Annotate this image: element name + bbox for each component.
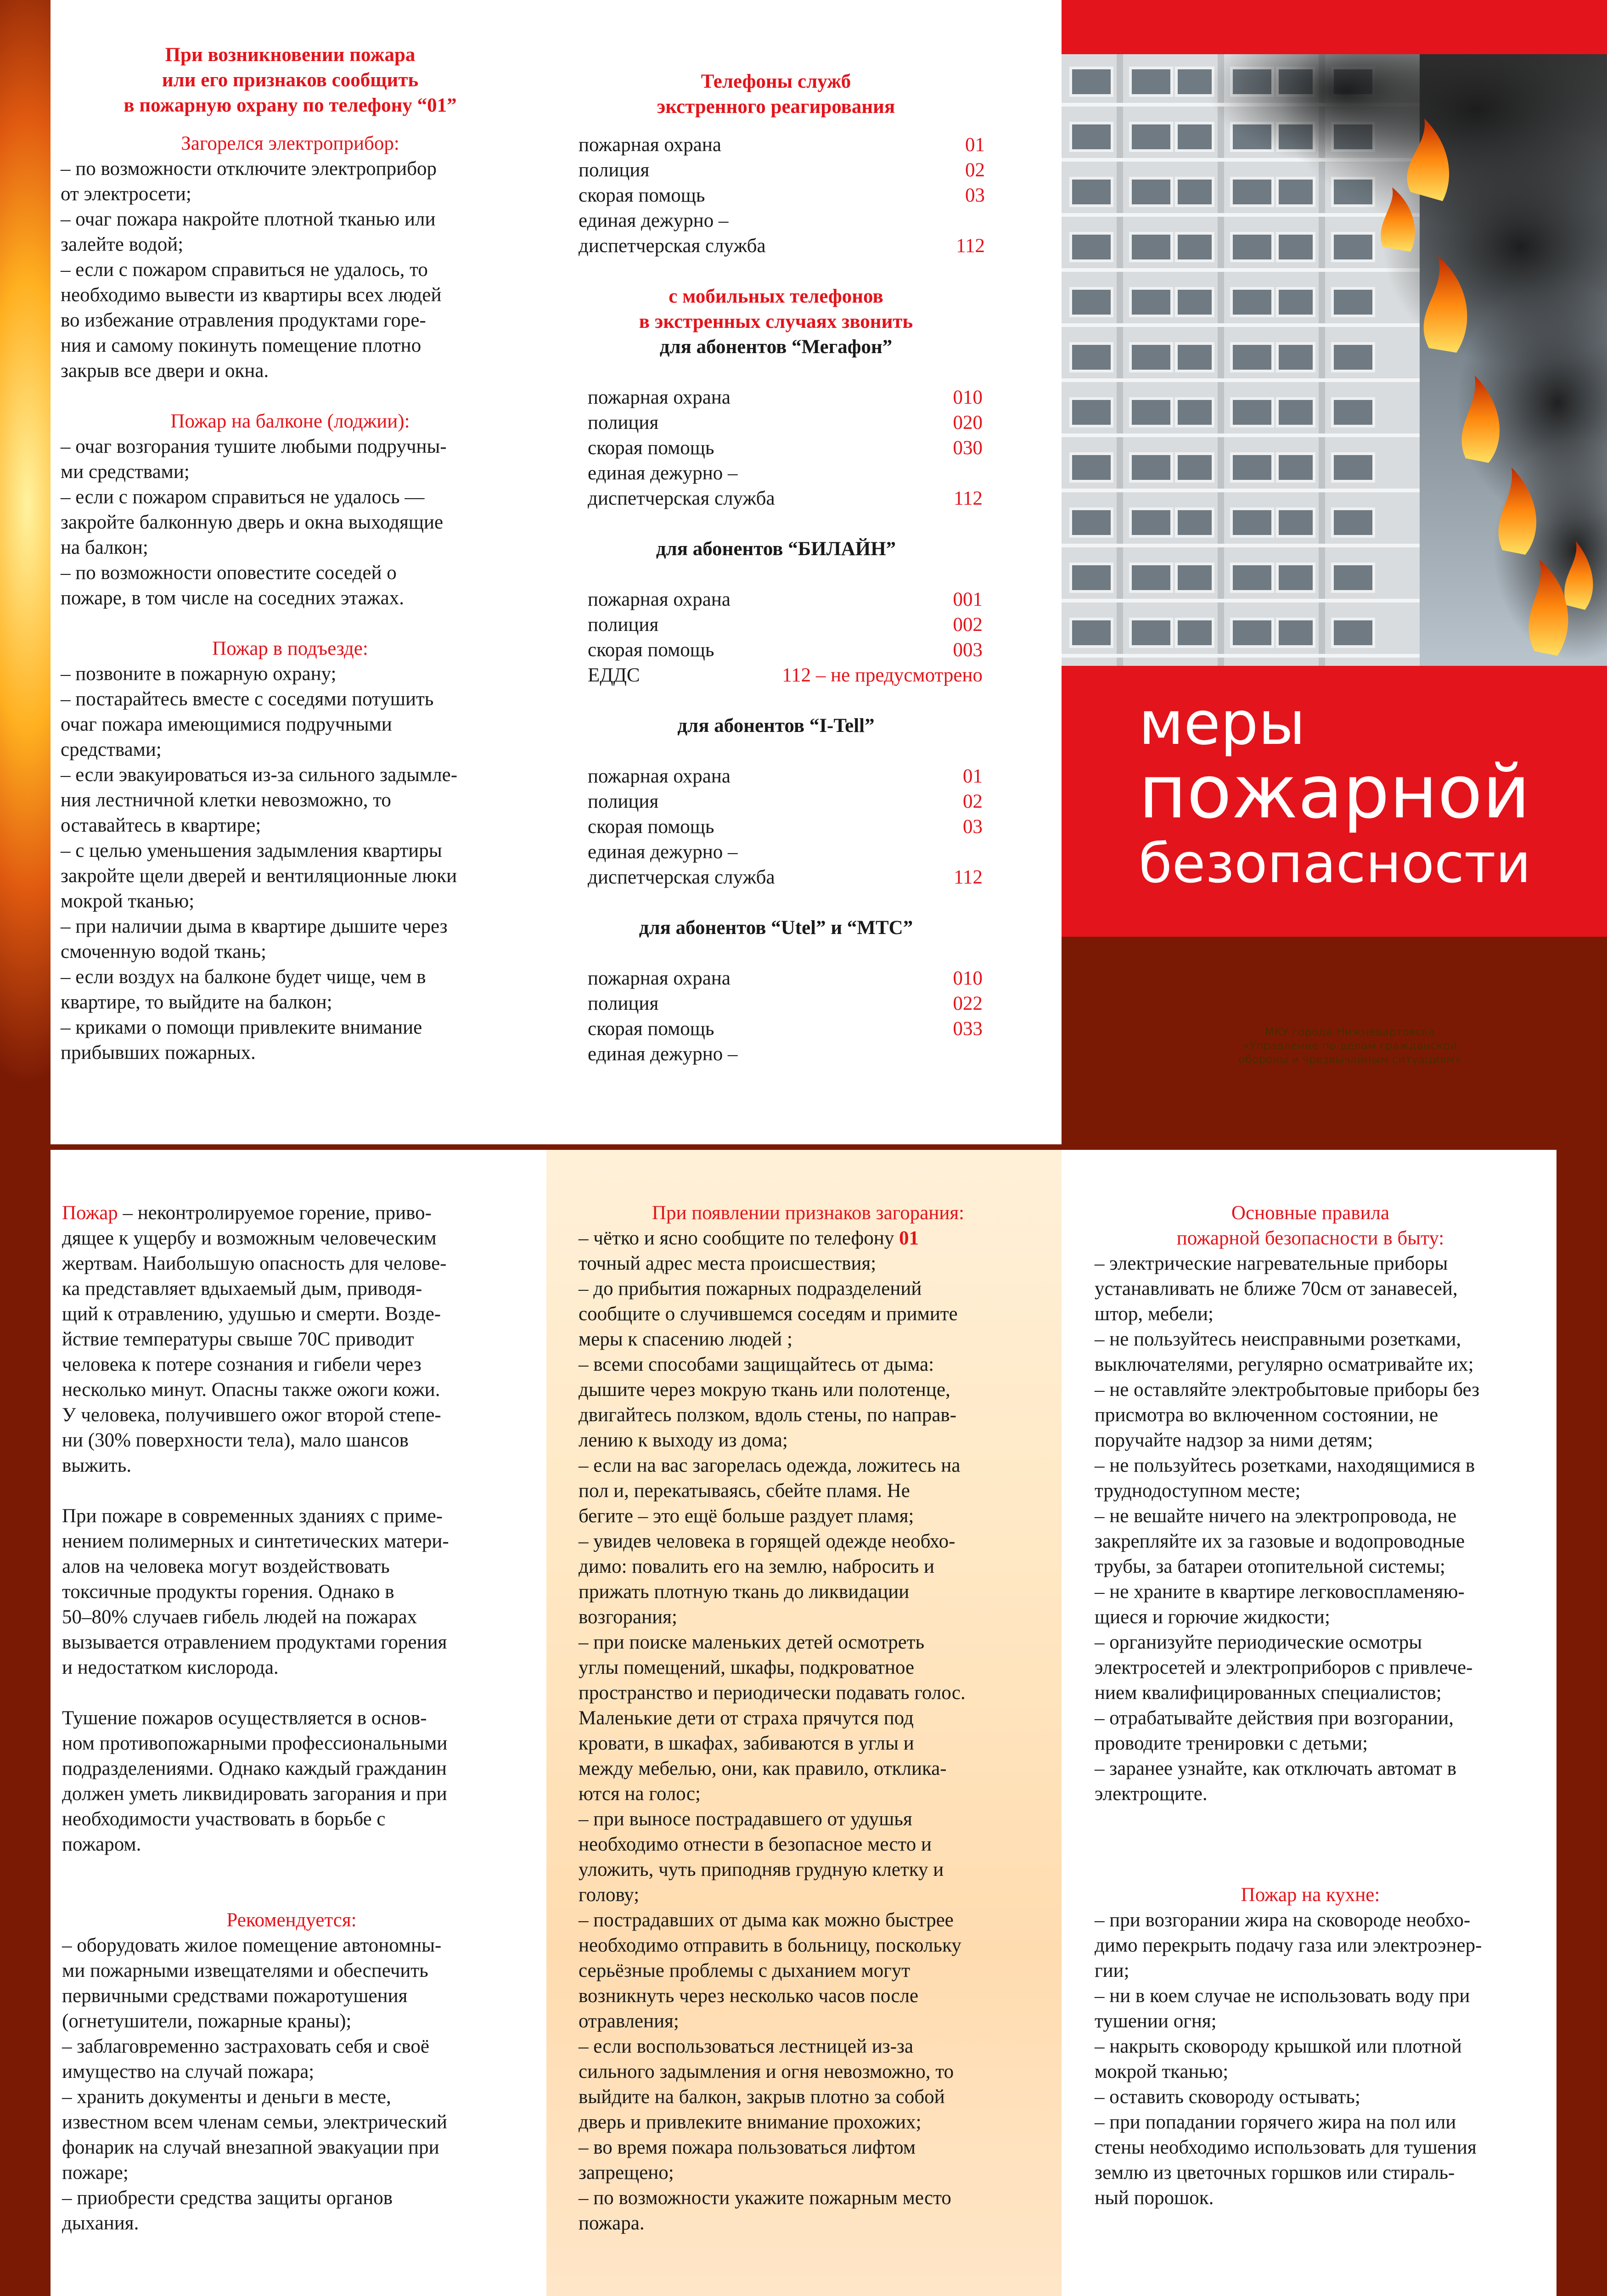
phone-row	[579, 183, 985, 208]
service-name: пожарная охрана	[588, 589, 730, 610]
text-line: голову;	[579, 1884, 640, 1906]
text-line: пожара.	[579, 2212, 645, 2234]
text-line: во избежание отравления продуктами горе-	[61, 310, 426, 331]
service-name: единая дежурно –	[579, 210, 729, 231]
service-name: единая дежурно –	[588, 841, 738, 863]
phone-row	[588, 637, 983, 663]
text-line: 50–80% случаев гибель людей на пожарах	[62, 1606, 417, 1628]
service-name: скорая помощь	[588, 639, 714, 661]
phone-number: 112	[956, 235, 985, 257]
text-line: ка представляет вдыхаемый дым, приводя-	[62, 1278, 422, 1300]
text-line: необходимости участвовать в борьбе с	[62, 1808, 386, 1830]
phone-number: 003	[953, 639, 983, 661]
burning-building-image	[1062, 54, 1607, 666]
heading-line: экстренного реагирования	[657, 96, 895, 118]
text-line: – заблаговременно застраховать себя и своё	[62, 2036, 429, 2057]
org-line: «Управление по делам гражданской	[1242, 1039, 1457, 1052]
text-line: – приобрести средства защиты органов	[62, 2187, 393, 2209]
service-name: ЕДДС	[588, 664, 640, 686]
text-line: – пострадавших от дыма как можно быстрее	[579, 1909, 954, 1931]
cover-title-line-3: безопасности	[1139, 832, 1531, 895]
beeline-title: для абонентов “БИЛАЙН”	[656, 538, 896, 560]
phone-row	[588, 1016, 983, 1041]
service-name: диспетчерская служба	[588, 488, 775, 509]
signs-list	[579, 1226, 1062, 2236]
service-name: полиция	[588, 614, 659, 636]
text-line: подразделениями. Однако каждый гражданин	[62, 1758, 447, 1779]
text-line: – по возможности укажите пожарным место	[579, 2187, 951, 2209]
text-line: ния лестничной клетки невозможно, то	[61, 789, 391, 811]
text-line: дверь и привлеките внимание прохожих;	[579, 2111, 921, 2133]
fire-toxic-paragraph	[62, 1503, 546, 1680]
phone-number: 112	[954, 488, 983, 509]
megafon-list	[588, 385, 983, 511]
text-line: – отрабатывайте действия при возгорании,	[1095, 1707, 1454, 1729]
text-line: человека к потере сознания и гибели через	[62, 1354, 421, 1375]
service-name: скорая помощь	[579, 185, 705, 206]
mobile-heading	[546, 284, 1006, 334]
term-fire: Пожар	[62, 1202, 118, 1224]
text-line: Маленькие дети от страха прячутся под	[579, 1707, 914, 1729]
service-name: полиция	[588, 791, 659, 812]
cover-top-bar	[1062, 0, 1607, 54]
text-line: токсичные продукты горения. Однако в	[62, 1581, 394, 1603]
text-line: уложить, чуть приподняв грудную клетку и	[579, 1859, 944, 1880]
text-line: – по возможности отключите электроприбор	[61, 158, 437, 180]
phone-row	[588, 991, 983, 1016]
phone-number: 03	[965, 185, 985, 206]
text-line: – при возгорании жира на сковороде необхо-	[1095, 1909, 1471, 1931]
phone-row	[579, 158, 985, 183]
recommended-title: Рекомендуется:	[226, 1909, 357, 1931]
text-line: закрепляйте их за газовые и водопроводные	[1095, 1531, 1465, 1552]
service-name: диспетчерская служба	[579, 235, 766, 257]
text-line: мокрой тканью;	[61, 890, 195, 912]
text-line: (огнетушители, пожарные краны);	[62, 2010, 352, 2032]
text-line: выключателями, регулярно осматривайте их;	[1095, 1354, 1474, 1375]
service-name: скорая помощь	[588, 437, 714, 459]
text-line: пожаром.	[62, 1834, 141, 1855]
text-line: возгорания;	[579, 1606, 677, 1628]
text-line: оставайтесь в квартире;	[61, 815, 261, 836]
phones-heading	[546, 69, 1006, 119]
panel-phones	[533, 0, 1062, 1144]
section-title-entrance: Пожар в подъезде:	[212, 638, 368, 659]
text-line: – хранить документы и деньги в месте,	[62, 2086, 391, 2108]
section-appliance	[61, 156, 533, 383]
text-line: димо перекрыть подачу газа или электроэнер-	[1095, 1935, 1482, 1956]
text-line: бегите – это ещё больше раздует пламя;	[579, 1505, 914, 1527]
text-line: на балкон;	[61, 537, 148, 558]
text-line: дышите через мокрую ткань или полотенце,	[579, 1379, 950, 1401]
phone-row	[588, 789, 983, 814]
text-line: – ни в коем случае не использовать воду при	[1095, 1985, 1470, 2007]
section-title-balcony: Пожар на балконе (лоджии):	[170, 411, 410, 432]
phone-number: 002	[953, 614, 983, 636]
service-name: единая дежурно –	[588, 462, 738, 484]
text-line: ни (30% поверхности тела), мало шансов	[62, 1429, 409, 1451]
phone-number: 022	[953, 993, 983, 1014]
org-line: МКУ города Нижневартовска	[1264, 1025, 1435, 1038]
text-line: – постарайтесь вместе с соседями потушить	[61, 688, 434, 710]
text-line: поручайте надзор за ними детям;	[1095, 1429, 1373, 1451]
text-line: ми пожарными извещателями и обеспечить	[62, 1960, 428, 1981]
phone-number: 03	[963, 816, 983, 838]
text-line: сообщите о случившемся соседям и примите	[579, 1303, 958, 1325]
rules-title	[1095, 1200, 1526, 1251]
text-line: пространство и периодически подавать голос.	[579, 1682, 966, 1704]
service-name: скорая помощь	[588, 1018, 714, 1040]
organization-caption	[1189, 1025, 1511, 1066]
text-line: – криками о помощи привлеките внимание	[61, 1017, 422, 1038]
text-line: первичными средствами пожаротушения	[62, 1985, 408, 2007]
text-line: – очаг возгорания тушите любыми подручны-	[61, 436, 447, 457]
text-line: – при поиске маленьких детей осмотреть	[579, 1632, 925, 1653]
text-line: лению к выходу из дома;	[579, 1429, 788, 1451]
text-line: жертвам. Наибольшую опасность для челове-	[62, 1253, 447, 1274]
text-line: – электрические нагревательные приборы	[1095, 1253, 1448, 1274]
text-line: – по возможности оповестите соседей о	[61, 562, 397, 584]
org-line: обороны и чрезвычайным ситуациям»	[1238, 1053, 1461, 1066]
text-line: штор, мебели;	[1095, 1303, 1214, 1325]
cover-title-block	[1062, 666, 1607, 937]
heading-line: с мобильных телефонов	[669, 286, 883, 307]
text-line: углы помещений, шкафы, подкроватное	[579, 1657, 915, 1678]
phone-row	[588, 663, 983, 688]
text-line: возникнуть через несколько часов после	[579, 1985, 919, 2007]
heading-line: При возникновении пожара	[165, 44, 416, 66]
text-line: стены необходимо использовать для тушения	[1095, 2137, 1477, 2158]
phone-row	[588, 435, 983, 461]
text-line: необходимо отнести в безопасное место и	[579, 1834, 932, 1855]
text-line: нением полимерных и синтетических матери-	[62, 1531, 449, 1552]
text-line: закройте щели дверей и вентиляционные люки	[61, 865, 457, 887]
phone-number: 01	[965, 134, 985, 156]
text-line: йствие температуры свыше 70С приводит	[62, 1328, 414, 1350]
fire-definition	[62, 1200, 546, 1478]
text-line: – организуйте периодические осмотры	[1095, 1632, 1422, 1653]
text-line: нием квалифицированных специалистов;	[1095, 1682, 1442, 1704]
phone-row	[588, 865, 983, 890]
fire-extinguish-paragraph	[62, 1705, 546, 1857]
text-line: алов на человека могут воздействовать	[62, 1556, 390, 1577]
text-line: – оставить сковороду остывать;	[1095, 2086, 1360, 2108]
text-line: трубы, за батареи отопительной системы;	[1095, 1556, 1445, 1577]
text-line: гии;	[1095, 1960, 1129, 1981]
phone-number: 01	[963, 765, 983, 787]
cover-title-line-1: меры	[1139, 688, 1306, 758]
phone-row	[588, 410, 983, 435]
rules-list	[1095, 1251, 1556, 1806]
text-line: известном всем членам семьи, электрический	[62, 2111, 447, 2133]
text-line: электрощите.	[1095, 1783, 1208, 1805]
text-line: ются на голос;	[579, 1783, 701, 1805]
text-line: необходимо отправить в больницу, поскольку	[579, 1935, 961, 1956]
heading-line: пожарной безопасности в быту:	[1176, 1227, 1444, 1249]
text-line: – увидев человека в горящей одежде необхо-	[579, 1531, 955, 1552]
heading-line: в экстренных случаях звонить	[639, 311, 913, 332]
panel1-heading	[61, 42, 520, 118]
text-line: фонарик на случай внезапной эвакуации при	[62, 2137, 439, 2158]
cover-title-line-2: пожарной	[1139, 749, 1530, 835]
text-line: – если воспользоваться лестницей из-за	[579, 2036, 914, 2057]
text-line: тушении огня;	[1095, 2010, 1217, 2032]
phone-row	[588, 1041, 983, 1067]
text-line: – очаг пожара накройте плотной тканью или	[61, 208, 436, 230]
text-line: щиеся и горючие жидкости;	[1095, 1606, 1330, 1628]
text-line: смоченную водой ткань;	[61, 941, 266, 962]
heading-line: или его признаков сообщить	[162, 69, 419, 91]
text-line: дыхания.	[62, 2212, 139, 2234]
text-line: – если с пожаром справиться не удалось —	[61, 486, 425, 508]
text-line: кровати, в шкафах, забиваются в углы и	[579, 1733, 914, 1754]
phone-number: 010	[953, 387, 983, 408]
text-line: от электросети;	[61, 183, 191, 205]
phone-number: 112	[954, 867, 983, 888]
text-line: точный адрес места происшествия;	[579, 1253, 877, 1274]
panel-about-fire	[51, 1150, 546, 2296]
phone-number: 030	[953, 437, 983, 459]
phone-number: 001	[953, 589, 983, 610]
recommended-list	[62, 1933, 546, 2236]
kitchen-list	[1095, 1908, 1556, 2211]
text-line: – если на вас загорелась одежда, ложитесь на	[579, 1455, 961, 1476]
text-line: закрыв все двери и окна.	[61, 360, 269, 382]
text-line: меры к спасению людей ;	[579, 1328, 792, 1350]
text-line: двигайтесь ползком, вдоль стены, по направ-	[579, 1404, 957, 1426]
phone-row	[588, 966, 983, 991]
text-line: вызывается отравлением продуктами горения	[62, 1632, 447, 1653]
text-line: пол и, перекатываясь, сбейте пламя. Не	[579, 1480, 910, 1502]
text-line: димо: повалить его на землю, набросить и	[579, 1556, 935, 1577]
text-line: пожаре, в том числе на соседних этажах.	[61, 587, 404, 609]
text-line: труднодоступном месте;	[1095, 1480, 1301, 1502]
phone-number: 033	[953, 1018, 983, 1040]
text-line: – если воздух на балконе будет чище, чем в	[61, 966, 426, 988]
text-line: – не вешайте ничего на электропровода, не	[1095, 1505, 1457, 1527]
text-line: средствами;	[61, 739, 162, 760]
text-line: – оборудовать жилое помещение автономны-	[62, 1935, 442, 1956]
service-name: пожарная охрана	[579, 134, 721, 156]
text-line: ми средствами;	[61, 461, 190, 483]
text-line: закройте балконную дверь и окна выходящие	[61, 512, 444, 533]
text-line: – не пользуйтесь неисправными розетками,	[1095, 1328, 1461, 1350]
text-line: – всеми способами защищайтесь от дыма:	[579, 1354, 934, 1375]
text-line: – не храните в квартире легковоспламеняю-	[1095, 1581, 1465, 1603]
text-line: дящее к ущербу и возможным человеческим	[62, 1227, 437, 1249]
text-line: – не оставляйте электробытовые приборы без	[1095, 1379, 1480, 1401]
text-line: – при наличии дыма в квартире дышите через	[61, 916, 448, 937]
text-line: выйдите на балкон, закрыв плотно за собой	[579, 2086, 945, 2108]
text-line: очаг пожара имеющимися подручными	[61, 714, 392, 735]
text-line: должен уметь ликвидировать загорания и при	[62, 1783, 447, 1805]
text-line: – при попадании горячего жира на пол или	[1095, 2111, 1456, 2133]
itell-list	[588, 764, 983, 890]
beeline-list	[588, 587, 983, 688]
heading-line: Основные правила	[1231, 1202, 1390, 1224]
phone-01: 01	[899, 1227, 919, 1249]
text-line: сильного задымления и огня невозможно, то	[579, 2061, 954, 2082]
section-entrance	[61, 661, 533, 1065]
itell-title: для абонентов “I-Tell”	[677, 715, 875, 737]
text-line: – накрыть сковороду крышкой или плотной	[1095, 2036, 1462, 2057]
definition-line: – неконтролируемое горение, приво-	[118, 1202, 432, 1224]
phone-row	[579, 208, 985, 233]
text-line: имущество на случай пожара;	[62, 2061, 315, 2082]
text-line: – с целью уменьшения задымления квартиры	[61, 840, 442, 861]
phone-row	[588, 764, 983, 789]
text-line: мокрой тканью;	[1095, 2061, 1229, 2082]
phone-number: 112 – не предусмотрено	[782, 664, 983, 686]
text-line: залейте водой;	[61, 234, 184, 255]
kitchen-title: Пожар на кухне:	[1241, 1884, 1380, 1906]
service-name: пожарная охрана	[588, 968, 730, 989]
text-line: – если эвакуироваться из-за сильного задымле-	[61, 764, 458, 786]
text-line: и недостатком кислорода.	[62, 1657, 279, 1678]
section-balcony	[61, 434, 533, 611]
phone-number: 010	[953, 968, 983, 989]
service-name: полиция	[579, 159, 650, 181]
text-line: пожаре;	[62, 2162, 129, 2183]
phone-row	[588, 839, 983, 865]
text-line: устанавливать не ближе 70см от занавесей,	[1095, 1278, 1458, 1300]
text-line: – до прибытия пожарных подразделений	[579, 1278, 922, 1300]
text-line: квартире, то выйдите на балкон;	[61, 991, 332, 1013]
panel-signs-of-fire	[546, 1150, 1062, 2296]
panel-basic-rules	[1062, 1150, 1556, 2296]
heading-line: Телефоны служб	[701, 71, 851, 92]
phone-row	[588, 461, 983, 486]
utel-title: для абонентов “Utel” и “МТС”	[639, 917, 913, 939]
heading-line: в пожарную охрану по телефону “01”	[124, 95, 457, 116]
signs-title: При появлении признаков загорания:	[652, 1202, 965, 1224]
phone-row	[588, 814, 983, 839]
utel-list	[588, 966, 983, 1067]
text-line: выжить.	[62, 1455, 132, 1476]
service-name: полиция	[588, 412, 659, 433]
service-name: полиция	[588, 993, 659, 1014]
text-line: щий к отравлению, удушью и смерти. Возде-	[62, 1303, 441, 1325]
panel-emergency-actions	[51, 0, 533, 1144]
phone-row	[588, 587, 983, 612]
service-name: единая дежурно –	[588, 1043, 738, 1065]
text-line: – если с пожаром справиться не удалось, то	[61, 259, 428, 281]
section-title-appliance: Загорелся электроприбор:	[181, 133, 399, 154]
signs-first-line: – чётко и ясно сообщите по телефону	[579, 1227, 899, 1249]
megafon-title: для абонентов “Мегафон”	[659, 336, 893, 358]
text-line: – позвоните в пожарную охрану;	[61, 663, 337, 685]
service-name: диспетчерская служба	[588, 867, 775, 888]
text-line: – не пользуйтесь розетками, находящимися в	[1095, 1455, 1475, 1476]
service-name: пожарная охрана	[588, 765, 730, 787]
phone-number: 02	[963, 791, 983, 812]
phone-number: 02	[965, 159, 985, 181]
text-line: ный порошок.	[1095, 2187, 1214, 2209]
phone-row	[579, 132, 985, 158]
text-line: – заранее узнайте, как отключать автомат в	[1095, 1758, 1457, 1779]
phone-row	[588, 486, 983, 511]
text-line: У человека, получившего ожог второй степе-	[62, 1404, 441, 1426]
text-line: землю из цветочных горшков или стираль-	[1095, 2162, 1455, 2183]
phone-row	[588, 385, 983, 410]
text-line: Тушение пожаров осуществляется в основ-	[62, 1707, 427, 1729]
service-name: пожарная охрана	[588, 387, 730, 408]
phone-row	[579, 233, 985, 259]
text-line: между мебелью, они, как правило, отклика-	[579, 1758, 947, 1779]
text-line: отравления;	[579, 2010, 679, 2032]
service-name: скорая помощь	[588, 816, 714, 838]
text-line: – во время пожара пользоваться лифтом	[579, 2137, 916, 2158]
text-line: проводите тренировки с детьми;	[1095, 1733, 1368, 1754]
text-line: прижать плотную ткань до ликвидации	[579, 1581, 910, 1603]
text-line: прибывших пожарных.	[61, 1042, 256, 1064]
phones-main-list	[579, 132, 985, 259]
text-line: При пожаре в современных зданиях с приме-	[62, 1505, 443, 1527]
text-line: необходимо вывести из квартиры всех людей	[61, 284, 442, 306]
text-line: ном противопожарными профессиональными	[62, 1733, 448, 1754]
phone-number: 020	[953, 412, 983, 433]
text-line: электросетей и электроприборов с привлече-	[1095, 1657, 1473, 1678]
burning-building-photo	[1062, 54, 1607, 666]
text-line: серьёзные проблемы с дыханием могут	[579, 1960, 910, 1981]
text-line: запрещено;	[579, 2162, 674, 2183]
text-line: несколько минут. Опасны также ожоги кожи.	[62, 1379, 440, 1401]
text-line: присмотра во включенном состоянии, не	[1095, 1404, 1438, 1426]
phone-row	[588, 612, 983, 637]
text-line: ния и самому покинуть помещение плотно	[61, 335, 421, 356]
text-line: – при выносе пострадавшего от удушья	[579, 1808, 912, 1830]
